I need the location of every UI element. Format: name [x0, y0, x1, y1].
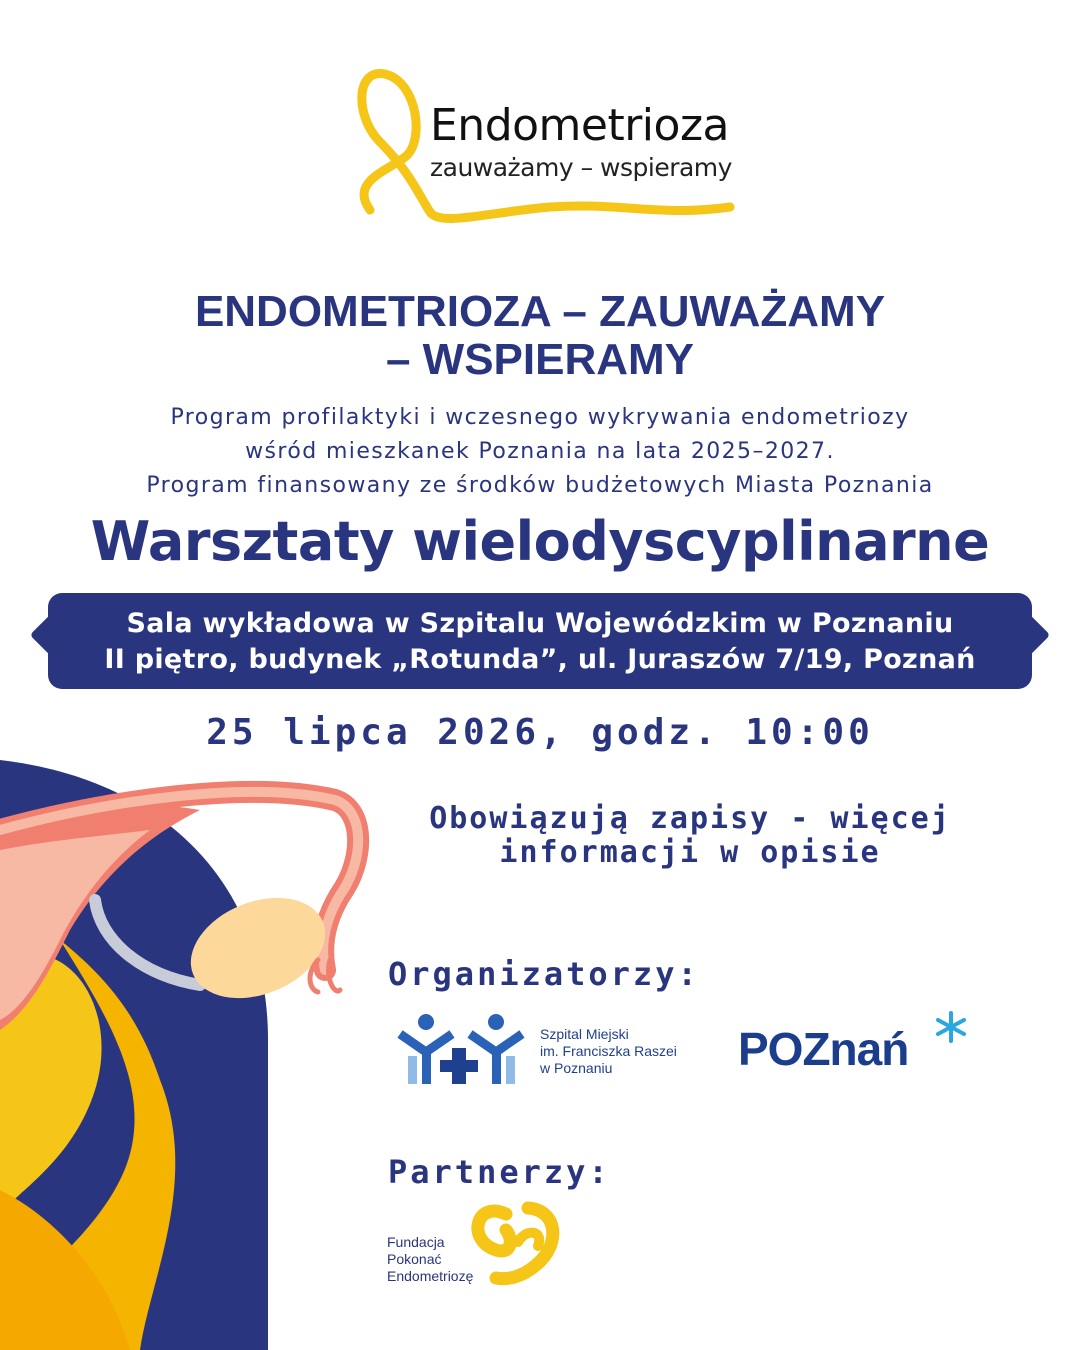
uterus-illustration: [0, 760, 380, 1350]
organizers-heading: Organizatorzy:: [388, 955, 700, 993]
venue-line-1: Sala wykładowa w Szpitalu Wojewódzkim w Poznaniu: [126, 608, 954, 639]
program-description: [0, 401, 1080, 503]
foundation-name: [387, 1234, 473, 1285]
foundation-name-line-2: Pokonać: [387, 1251, 442, 1267]
workshop-title: Warsztaty wielodyscyplinarne: [90, 510, 990, 573]
foundation-name-line-1: Fundacja: [387, 1234, 445, 1250]
ribbon-logo-icon: [330, 62, 750, 242]
registration-line-2: informacji w opisie: [499, 835, 881, 870]
logo-title: Endometrioza: [430, 100, 730, 151]
venue-line-2: II piętro, budynek „Rotunda”, ul. Juraszów 7/19, Poznań: [104, 644, 976, 675]
logo-subtitle: zauważamy – wspieramy: [430, 153, 732, 182]
main-heading: [0, 288, 1080, 384]
program-line-3: Program finansowany ze środków budżetowych Miasta Poznania: [146, 473, 934, 498]
registration-note: [380, 802, 1000, 870]
partners-heading: Partnerzy:: [388, 1153, 611, 1191]
program-line-2: wśród mieszkanek Poznania na lata 2025–2027.: [245, 439, 835, 464]
hospital-name-line-2: im. Franciszka Raszei: [540, 1043, 677, 1059]
poznan-city-logo: POZnań: [738, 1023, 909, 1075]
registration-line-1: Obowiązują zapisy - więcej: [429, 801, 951, 836]
event-date: 25 lipca 2026, godz. 10:00: [206, 712, 874, 753]
hospital-name: [540, 1026, 677, 1077]
foundation-name-line-3: Endometriozę: [387, 1268, 474, 1284]
main-heading-line-2: – WSPIERAMY: [385, 335, 695, 384]
venue-text: [48, 606, 1032, 678]
foundation-heart-icon: [466, 1200, 562, 1290]
program-line-1: Program profilaktyki i wczesnego wykrywania endometriozy: [170, 405, 910, 430]
asterisk-icon: [934, 1010, 968, 1044]
hospital-logo-icon: [396, 1012, 532, 1086]
hospital-name-line-3: w Poznaniu: [540, 1060, 613, 1076]
main-heading-line-1: ENDOMETRIOZA – ZAUWAŻAMY: [194, 287, 886, 336]
hospital-name-line-1: Szpital Miejski: [540, 1026, 629, 1042]
